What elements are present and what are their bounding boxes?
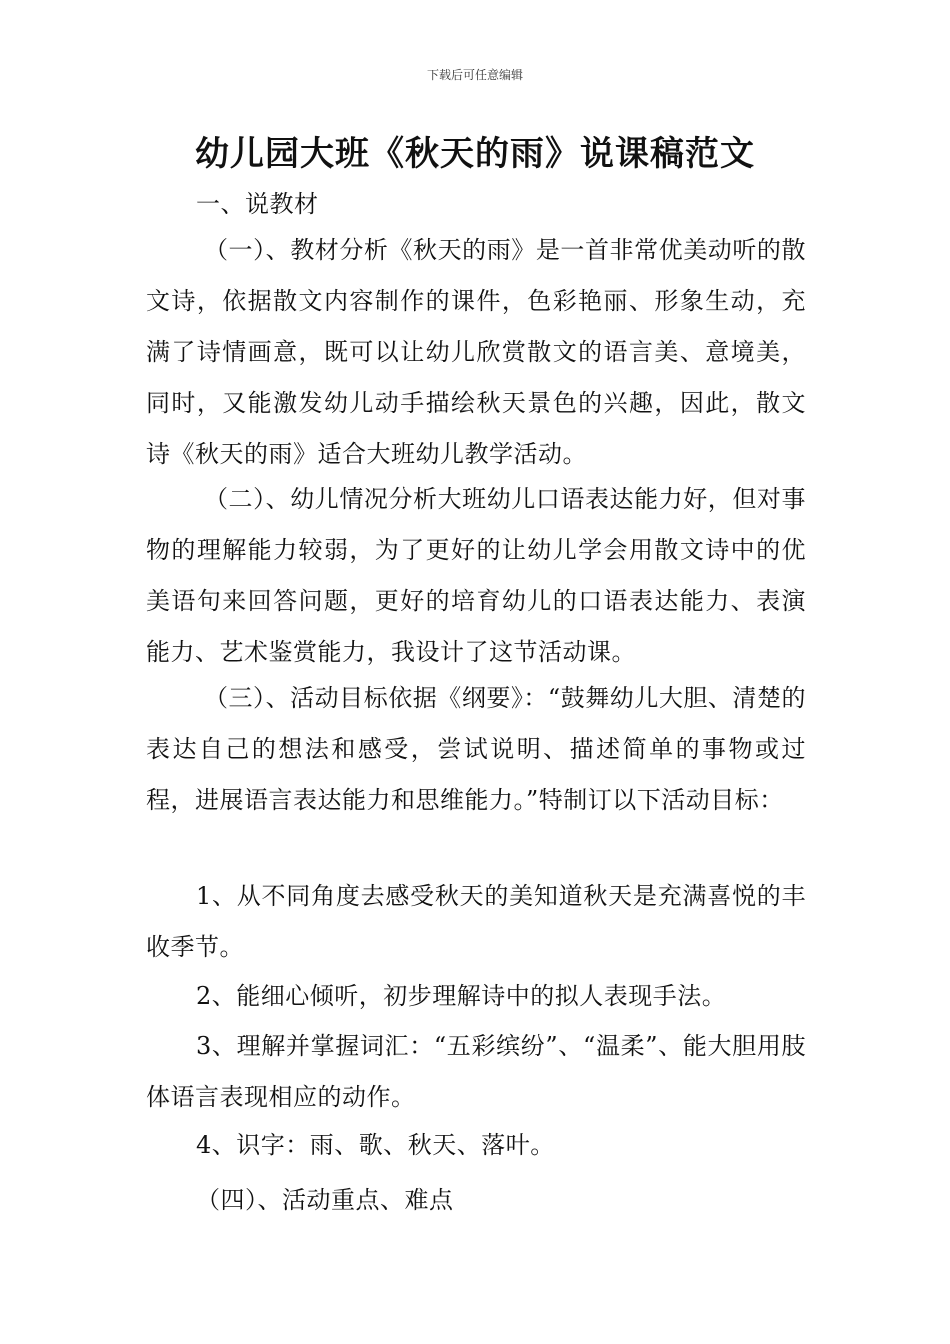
document-title: 幼儿园大班《秋天的雨》说课稿范文 [195, 134, 755, 174]
goal-item-1: 1、从不同角度去感受秋天的美知道秋天是充满喜悦的丰收季节。 [146, 882, 806, 961]
goal-item-3: 3、理解并掌握词汇：“五彩缤纷”、“温柔”、能大胆用肢体语言表现相应的动作。 [146, 1032, 806, 1111]
goal-item-2: 2、能细心倾听，初步理解诗中的拟人表现手法。 [196, 982, 727, 1010]
section-heading-teaching-material: 一、说教材 [196, 190, 319, 218]
paragraph-child-analysis: （二）、幼儿情况分析大班幼儿口语表达能力好，但对事物的理解能力较弱，为了更好的让幼儿学会用散文诗中的优美语句来回答问题，更好的培育幼儿的口语表达能力、表演能力、艺术鉴赏能力，我设计了这节活动课。 [146, 485, 806, 666]
goal-item-4: 4、识字：雨、歌、秋天、落叶。 [196, 1131, 555, 1159]
header-note: 下载后可任意编辑 [426, 68, 523, 82]
section-heading-key-points: （四）、活动重点、难点 [196, 1186, 454, 1214]
paragraph-material-analysis: （一）、教材分析《秋天的雨》是一首非常优美动听的散文诗，依据散文内容制作的课件，色彩艳丽、形象生动，充满了诗情画意，既可以让幼儿欣赏散文的语言美、意境美，同时，又能激发幼儿动手描绘秋天景色的兴趣，因此，散文诗《秋天的雨》适合大班幼儿教学活动。 [146, 236, 806, 468]
paragraph-activity-goals: （三）、活动目标依据《纲要》：“鼓舞幼儿大胆、清楚的表达自己的想法和感受，尝试说明、描述简单的事物或过程，进展语言表达能力和思维能力。”特制订以下活动目标： [146, 684, 806, 814]
